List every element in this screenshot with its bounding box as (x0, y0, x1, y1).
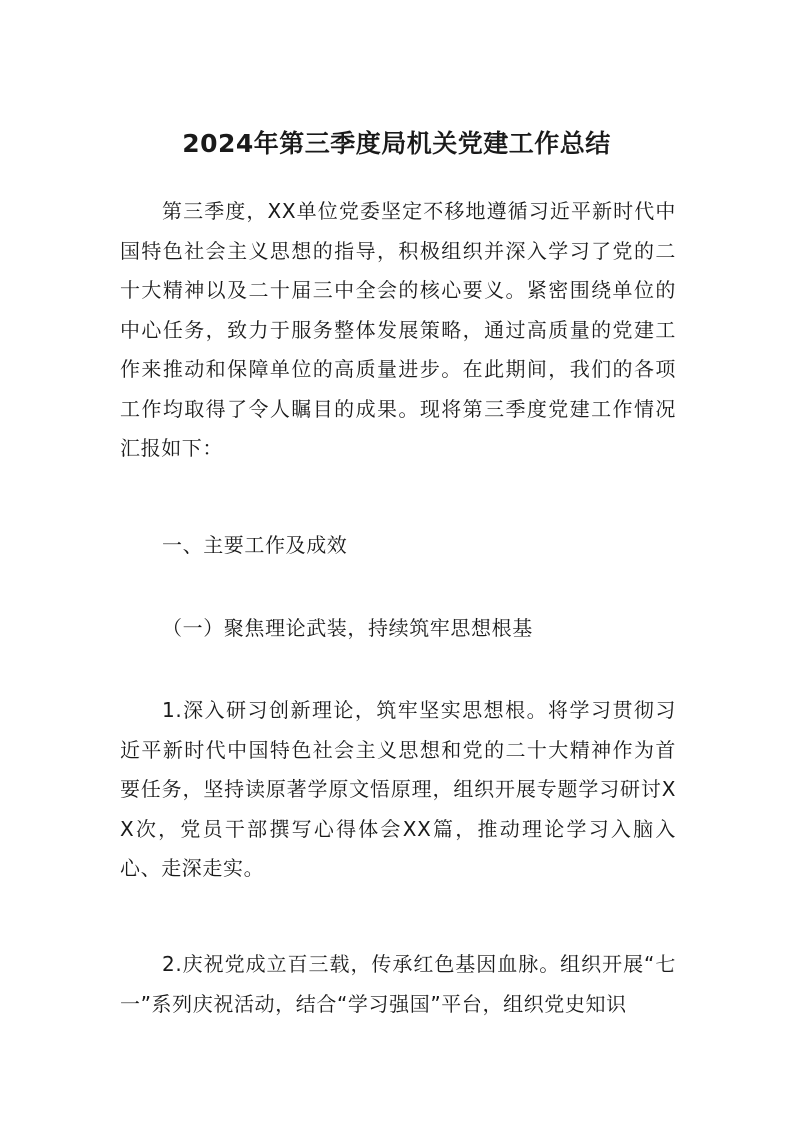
item-paragraph-2: 2.庆祝党成立百三载，传承红色基因血脉。组织开展“七一”系列庆祝活动，结合“学习强国”平台，组织党史知识 (120, 952, 676, 1016)
item-paragraph-1: 1.深入研习创新理论，筑牢坚实思想根。将学习贯彻习近平新时代中国特色社会主义思想和党的二十大精神作为首要任务，坚持读原著学原文悟原理，组织开展专题学习研讨XX次，党员干部撰写心得体会XX篇，推动理论学习入脑入心、走深走实。 (120, 698, 676, 880)
intro-paragraph: 第三季度，XX单位党委坚定不移地遵循习近平新时代中国特色社会主义思想的指导，积极组织并深入学习了党的二十大精神以及二十届三中全会的核心要义。紧密围绕单位的中心任务，致力于服务整体发展策略，通过高质量的党建工作来推动和保障单位的高质量进步。在此期间，我们的各项工作均取得了令人瞩目的成果。现将第三季度党建工作情况汇报如下： (120, 199, 676, 460)
section-heading: 一、主要工作及成效 (162, 533, 348, 557)
subsection-heading: （一）聚焦理论武装，持续筑牢思想根基 (162, 616, 533, 640)
document-title: 2024年第三季度局机关党建工作总结 (182, 129, 611, 158)
